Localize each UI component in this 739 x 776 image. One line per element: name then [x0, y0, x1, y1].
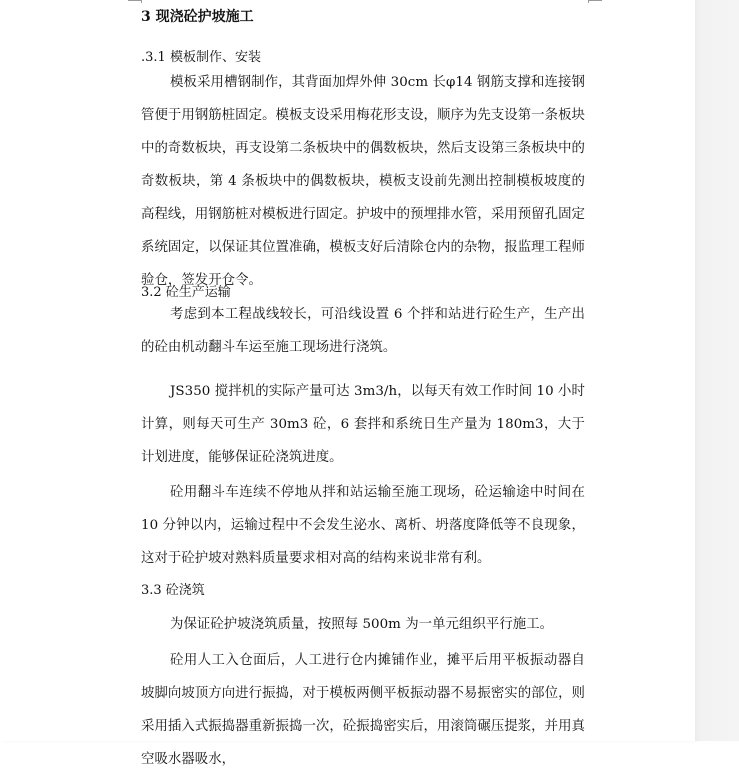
section-heading: 3 现浇砼护坡施工	[141, 9, 254, 25]
paragraph-vibration: 砼用人工入仓面后，人工进行仓内摊铺作业，摊平后用平板振动器自坡脚向坡顶方向进行振捣，对于模板两侧平板振动器不易振密实的部位，则采用插入式振捣器重新振捣一次，砼振捣密实后，用滚筒碾压提浆，并用真空吸水器吸水，	[141, 653, 585, 767]
paragraph-pouring-unit: 为保证砼护坡浇筑质量，按照每 500m 为一单元组织平行施工。	[170, 617, 554, 632]
crop-mark-top-right-vertical	[588, 0, 589, 3]
paragraph-mixing-stations: 考虑到本工程战线较长，可沿线设置 6 个拌和站进行砼生产，生产出的砼由机动翻斗车运至施工现场进行浇筑。	[141, 307, 585, 355]
paragraph-mixer-output: JS350 搅拌机的实际产量可达 3m3/h，以每天有效工作时间 10 小时计算，则每天可生产 30m3 砼，6 套拌和系统日生产量为 180m3，大于计划进度，能够保证砼浇筑进度。	[141, 384, 585, 465]
crop-mark-top-right	[588, 0, 602, 1]
viewer-right-gutter	[695, 0, 739, 741]
crop-mark-top-left-vertical	[141, 0, 142, 3]
subsection-heading-3-1: .3.1 模板制作、安装	[141, 50, 261, 65]
paragraph-transport: 砼用翻斗车连续不停地从拌和站运输至施工现场，砼运输途中时间在 10 分钟以内，运输过程中不会发生泌水、离析、坍落度降低等不良现象，这对于砼护坡对熟料质量要求相对高的结构来说非常有利。	[141, 485, 585, 566]
paragraph-formwork: 模板采用槽钢制作，其背面加焊外伸 30cm 长φ14 钢筋支撑和连接钢管便于用钢筋桩固定。模板支设采用梅花形支设，顺序为先支设第一条板块中的奇数板块，再支设第二条板块中的偶数板块，然后支设第三条板块中的奇数板块，第 4 条板块中的偶数板块，模板支设前先测出控制模板坡度的高程线，用钢筋桩对模板进行固定。护坡中的预埋排水管，采用预留孔固定系统固定，以保证其位置准确，模板支好后清除仓内的杂物，报监理工程师验仓，签发开仓令。	[141, 75, 585, 288]
crop-mark-top-left	[128, 0, 142, 1]
subsection-heading-3-2: 3.2 砼生产运输	[141, 285, 231, 300]
subsection-heading-3-3: 3.3 砼浇筑	[141, 583, 205, 598]
